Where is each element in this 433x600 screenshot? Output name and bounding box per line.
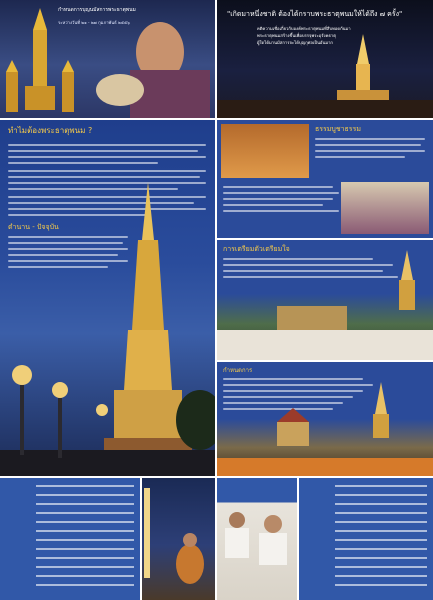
schedule-row: [0, 500, 140, 509]
text-line: [223, 192, 339, 194]
worshippers-illustration: [217, 478, 297, 600]
text-line: [223, 186, 333, 188]
bottom-right-schedule-panel: [299, 478, 433, 600]
dharma-section-panel: [217, 120, 433, 238]
top-right-line2: พระธาตุพนมสร้างขึ้นเพื่อบรรจุพระอุรังคธาตุ: [257, 33, 337, 38]
schedule-row: [0, 563, 140, 572]
text-line: [223, 204, 323, 206]
schedule-row: [299, 572, 433, 581]
top-left-subtitle: ระหว่างวันที่ ๒๑ - ๒๗ กุมภาพันธ์ ๒๕๕๖: [58, 20, 130, 25]
schedule-row: [299, 500, 433, 509]
why-section-panel: [0, 120, 215, 476]
bottom-worshippers-photo: [217, 478, 297, 600]
schedule-row: [0, 554, 140, 563]
prepare-section-panel: [217, 240, 433, 360]
schedule-row: [299, 554, 433, 563]
top-right-title: "เกิดมาหนึ่งชาติ ต้องได้กราบพระธาตุพนมให้ได้ถึง ๗ ครั้ง": [227, 10, 403, 18]
schedule-row: [299, 527, 433, 536]
schedule-heading: กำหนดการ: [223, 367, 253, 374]
monk-sitting-illustration: [142, 478, 215, 600]
text-line: [315, 138, 425, 140]
crowd-temple-illustration: [217, 240, 433, 360]
text-line: [223, 198, 333, 200]
dharma-photo: [221, 124, 309, 178]
schedule-row: [0, 491, 140, 500]
schedule-row: [299, 545, 433, 554]
schedule-row: [299, 482, 433, 491]
schedule-row: [299, 536, 433, 545]
schedule-row: [299, 563, 433, 572]
text-line: [223, 210, 339, 212]
schedule-row: [0, 572, 140, 581]
history-heading: ตำนาน - ปัจจุบัน: [8, 223, 59, 231]
text-line: [315, 156, 405, 158]
top-right-night-panel: [217, 0, 433, 118]
top-left-title: กำหนดการบุญนมัสการพระธาตุพนม: [58, 7, 136, 13]
bottom-left-schedule-panel: [0, 478, 140, 600]
schedule-row: [0, 536, 140, 545]
phra-that-phanom-stupa: [0, 120, 215, 476]
temple-procession-illustration: [217, 362, 433, 476]
schedule-row: [0, 545, 140, 554]
text-line: [315, 150, 425, 152]
schedule-row: [0, 509, 140, 518]
top-left-photo-panel: [0, 0, 215, 118]
why-heading: ทำไมต้องพระธาตุพนม ?: [8, 126, 93, 135]
schedule-row: [299, 491, 433, 500]
dharma-heading: ธรรมบูชาธรรม: [315, 125, 361, 133]
schedule-row: [299, 518, 433, 527]
prepare-heading: การเตรียมตัวเตรียมใจ: [223, 245, 290, 253]
schedule-row: [0, 482, 140, 491]
top-right-line3: ผู้ใดได้มานมัสการจะได้บุญกุศลเป็นอันมาก: [257, 40, 333, 45]
stupa-illustration-top: [0, 0, 215, 118]
top-right-line1: คติความเชื่อเกี่ยวกับองค์พระธาตุพนมที่สืบทอดกันมา: [257, 26, 351, 31]
ceremony-photo: [341, 182, 429, 234]
schedule-row: [0, 581, 140, 590]
schedule-row: [299, 509, 433, 518]
schedule-section-panel: [217, 362, 433, 476]
schedule-row: [0, 518, 140, 527]
schedule-row: [299, 581, 433, 590]
text-line: [315, 144, 421, 146]
schedule-row: [0, 527, 140, 536]
bottom-monk-photo: [142, 478, 215, 600]
